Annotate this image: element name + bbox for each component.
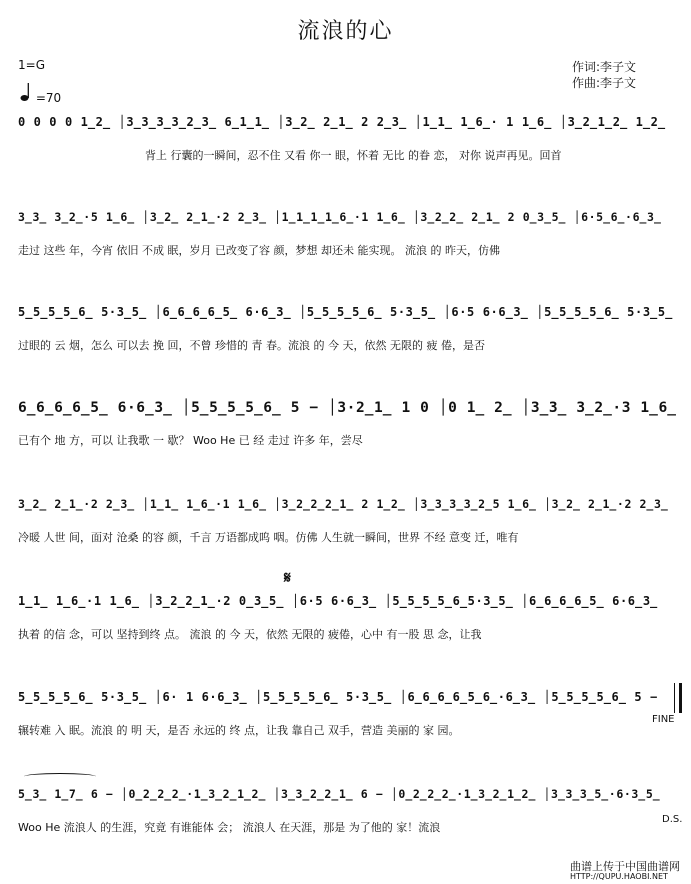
barline [674, 683, 675, 713]
lyric-line: 冷暖 人世 间，面对 沧桑 的容 颜，千言 万语都成呜 咽。仿佛 人生就一瞬间，世界 不经 意变 迁，唯有 [18, 531, 519, 544]
key-signature: 1=G [18, 58, 45, 72]
final-barline [679, 683, 682, 713]
lyric-line: 背上 行囊的一瞬间，忍不住 又看 你一 眼，怀着 无比 的眷 恋， 对你 说声再见。回首 [145, 149, 562, 162]
notation-line: 5̲5̲5̲5̲6̲ 5·3̲5̲ │6̲6̲6̲6̲5̲ 6·6̲3̲ │5̲5̲5̲5̲6̲ 5·3̲5̲ │6·5 6·6̲3̲ │5̲5̲5̲5̲6̲ 5·3̲5̲ [18, 305, 673, 319]
lyric-line: Woo He 流浪人 的生涯，究竟 有谁能体 会； 流浪人 在天涯，那是 为了他的 家！流浪 [18, 821, 441, 834]
lyricist-credit: 作词:李子文 [572, 60, 637, 74]
notation-line: 6̲6̲6̲6̲5̲ 6·6̲3̲ │5̲5̲5̲5̲6̲ 5 − │3·2̲1̲ 1 0 │0 1̲ 2̲ │3̲3̲ 3̲2̲·3 1̲6̲ [18, 400, 677, 416]
lyric-line: 过眼的 云 烟，怎么 可以去 挽 回，不曾 珍惜的 青 春。流浪 的 今 天，依然 无限的 疲 倦，是否 [18, 339, 485, 352]
quarter-note-icon [20, 91, 36, 105]
lyric-line: 已有个 地 方，可以 让我歌 一 歇？ Woo He 已 经 走过 许多 年，尝尽 [18, 434, 363, 447]
notation-line: 5̲5̲5̲5̲6̲ 5·3̲5̲ │6· 1 6·6̲3̲ │5̲5̲5̲5̲6̲ 5·3̲5̲ │6̲6̲6̲6̲5̲6̲·6̲3̲ │5̲5̲5̲5̲6̲ 5 − [18, 690, 658, 704]
lyric-line: 辗转难 入 眠。流浪 的 明 天，是否 永远的 终 点，让我 靠自己 双手，营造 美丽的 家 园。 [18, 724, 460, 737]
notation-line: 1̲1̲ 1̲6̲·1 1̲6̲ │3̲2̲2̲1̲·2 0̲3̲5̲ │6·5 6·6̲3̲ │5̲5̲5̲5̲6̲5·3̲5̲ │6̲6̲6̲6̲5̲ 6·6̲3̲ [18, 594, 658, 608]
dal-segno-mark: D.S. [662, 814, 683, 825]
notation-line: 5̲3̲ 1̲7̲ 6 − │0̲2̲2̲2̲·1̲3̲2̲1̲2̲ │3̲3̲2̲2̲1̲ 6 − │0̲2̲2̲2̲·1̲3̲2̲1̲2̲ │3̲3̲3̲5̲·6·3̲5̲ [18, 787, 661, 801]
tempo [20, 82, 61, 105]
segno-icon: 𝄋 [284, 568, 291, 587]
slur [24, 773, 96, 780]
lyric-line: 走过 这些 年，今宵 依旧 不成 眠，岁月 已改变了容 颜，梦想 却还未 能实现。 流浪 的 昨天，仿佛 [18, 244, 500, 257]
footer-url: HTTP://QUPU.HAOBI.NET [570, 872, 668, 881]
page-title: 流浪的心 [297, 19, 394, 44]
notation-line: 0 0 0 0 1̲2̲ │3̲3̲3̲3̲2̲3̲ 6̲1̲1̲ │3̲2̲ 2̲1̲ 2 2̲3̲ │1̲1̲ 1̲6̲· 1 1̲6̲ │3̲2̲1̲2̲ 1̲2̲ [18, 115, 666, 129]
footer-site: 曲谱上传于中国曲谱网 [570, 860, 680, 873]
lyric-line: 执着 的信 念，可以 坚持到终 点。 流浪 的 今 天，依然 无限的 疲倦，心中 有一股 思 念，让我 [18, 628, 482, 641]
fine-mark: FINE [652, 714, 675, 725]
notation-line: 3̲3̲ 3̲2̲·5 1̲6̲ │3̲2̲ 2̲1̲·2 2̲3̲ │1̲1̲1̲1̲6̲·1 1̲6̲ │3̲2̲2̲ 2̲1̲ 2 0̲3̲5̲ │6·5̲6̲·6̲3̲ [18, 210, 662, 224]
tempo-value: =70 [35, 91, 62, 105]
notation-line: 3̲2̲ 2̲1̲·2 2̲3̲ │1̲1̲ 1̲6̲·1 1̲6̲ │3̲2̲2̲2̲1̲ 2 1̲2̲ │3̲3̲3̲3̲2̲5 1̲6̲ │3̲2̲ 2̲1̲·2 2̲3̲ [18, 497, 669, 511]
composer-credit: 作曲:李子文 [572, 76, 637, 90]
